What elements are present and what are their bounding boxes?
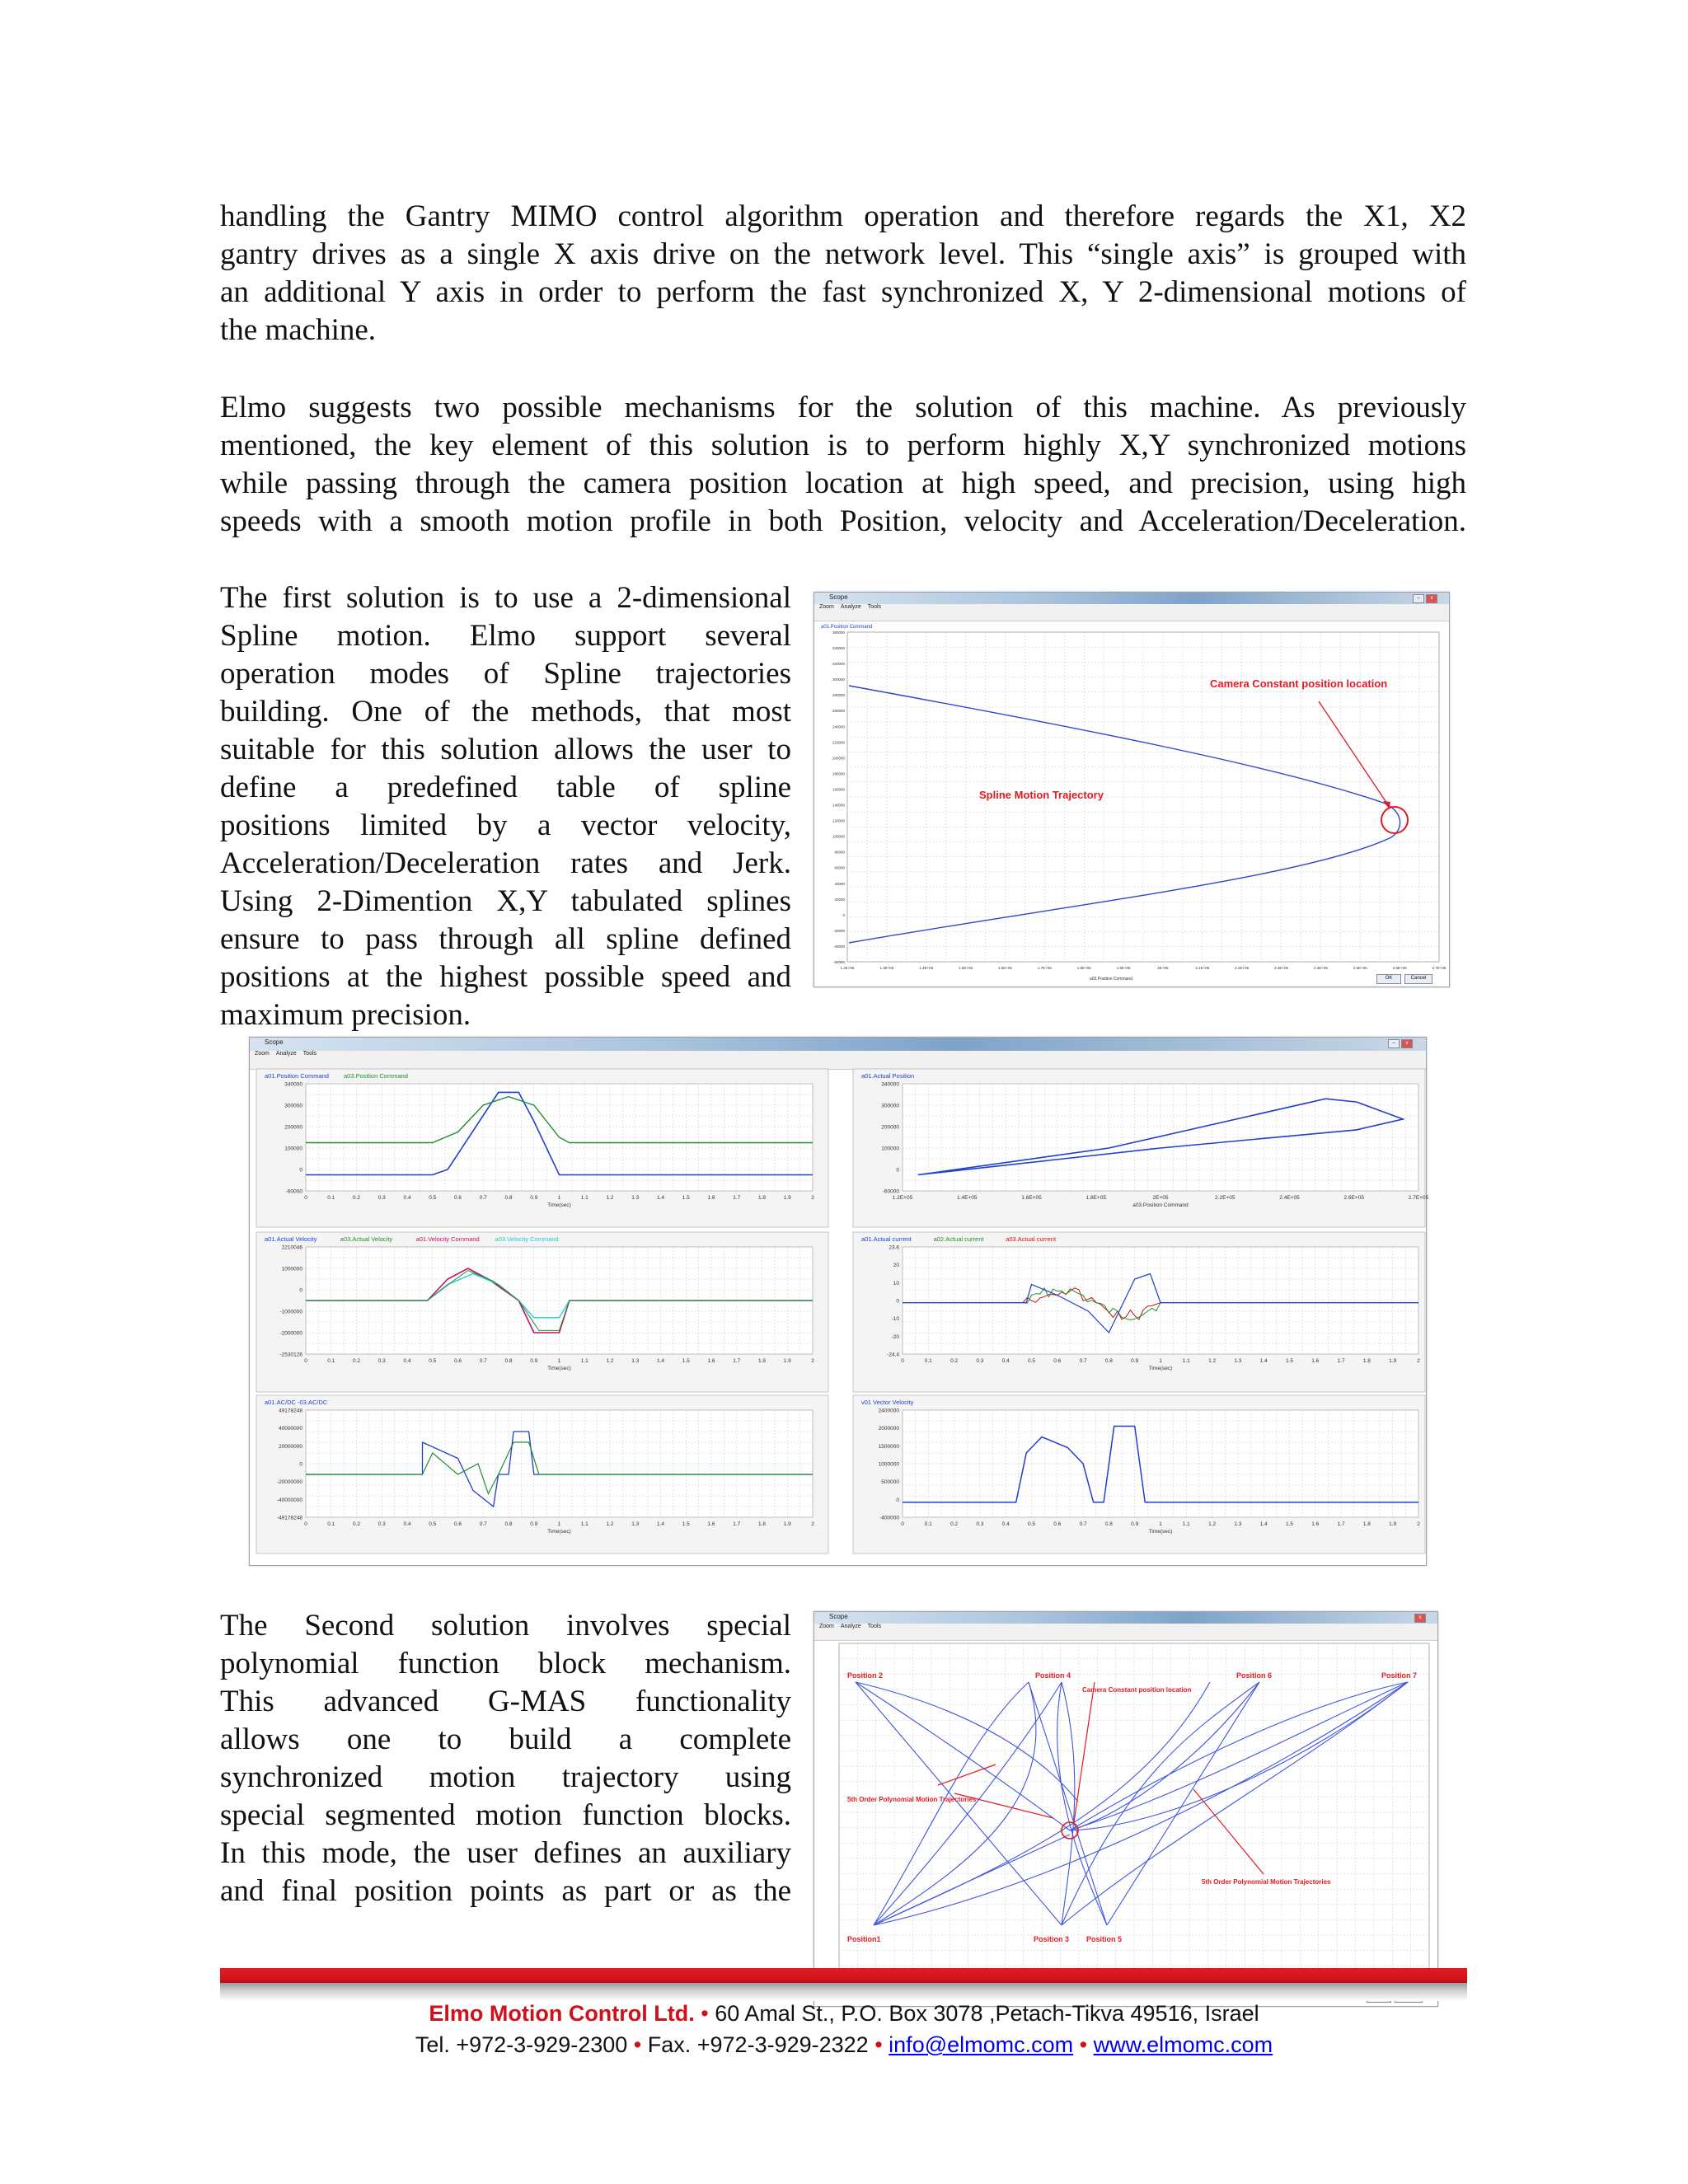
x-tick-label: 1.3 <box>631 1521 640 1527</box>
x-tick-label: 1.4 <box>1259 1521 1268 1527</box>
x-tick-label: 1.5 <box>682 1195 690 1201</box>
panel-legend: a01.Actual current <box>861 1235 912 1243</box>
x-tick-label: 1.4E+05 <box>957 1195 978 1201</box>
label-poly-right: 5th Order Polynomial Motion Trajectories <box>1202 1878 1331 1886</box>
text-line: The first solution is to use a 2-dimensional <box>220 581 791 615</box>
y-tick-label: 200000 <box>881 1124 899 1131</box>
polynomial-plot <box>814 1612 1437 2006</box>
x-tick-label: 1.2 <box>606 1195 614 1201</box>
x-tick-label: 1.6E+05 <box>1021 1195 1042 1201</box>
x-tick-label: 0.6 <box>453 1358 462 1364</box>
footer-red-bar <box>220 1968 1467 1983</box>
label-camera-location: Camera Constant position location <box>1082 1686 1192 1694</box>
text-line: building. One of the methods, that most <box>220 695 791 729</box>
company-name: Elmo Motion Control Ltd. <box>429 2001 695 2026</box>
x-tick-label: 0.2 <box>950 1521 959 1527</box>
x-tick-label: 0.6 <box>1053 1358 1062 1364</box>
x-tick-label: 2 <box>1417 1521 1420 1527</box>
y-tick-label: -400000 <box>879 1515 899 1521</box>
x-tick-label: 0.6 <box>453 1521 462 1527</box>
x-tick-label: 0.4 <box>1001 1358 1010 1364</box>
window-title: Scope <box>265 1038 284 1046</box>
y-tick-label: 100000 <box>284 1146 302 1152</box>
x-axis-label: Time(sec) <box>547 1202 571 1208</box>
y-tick-label: 100000 <box>881 1146 899 1152</box>
x-tick-label: 1.3E+05 <box>879 966 894 970</box>
x-tick-label: 0.1 <box>924 1521 932 1527</box>
minimize-button[interactable]: – <box>1413 594 1424 603</box>
x-tick-label: 0.9 <box>530 1195 538 1201</box>
y-tick-label: -2000000 <box>279 1330 302 1337</box>
x-tick-label: 1.2 <box>1208 1358 1217 1364</box>
text-line: while passing through the camera position location at high speed, and precision, using high <box>220 466 1466 500</box>
y-tick-label: 140000 <box>832 803 845 808</box>
y-tick-label: 200000 <box>284 1124 302 1131</box>
y-tick-label: 40000 <box>834 881 845 886</box>
y-tick-label: 2210046 <box>281 1244 302 1251</box>
menu-tools[interactable]: Tools <box>302 1051 317 1057</box>
y-tick-label: 500000 <box>881 1479 899 1486</box>
x-tick-label: 0.2 <box>352 1521 361 1527</box>
x-tick-label: 1.9 <box>783 1195 791 1201</box>
x-tick-label: 1.8 <box>757 1521 767 1527</box>
y-tick-label: 100000 <box>832 834 845 839</box>
x-tick-label: 1.6 <box>1311 1521 1320 1527</box>
y-tick-label: 320000 <box>832 662 845 667</box>
fax: Fax. +972-3-929-2322 <box>647 2032 869 2057</box>
text-line: an additional Y axis in order to perform the fast synchronized X, Y 2-dimensional motions of <box>220 275 1466 309</box>
x-tick-label: 0 <box>901 1358 904 1364</box>
x-tick-label: 2.2E+05 <box>1215 1195 1236 1201</box>
y-tick-label: 2000000 <box>878 1426 899 1432</box>
x-tick-label: 0.3 <box>976 1521 984 1527</box>
x-tick-label: 2 <box>811 1195 814 1201</box>
x-tick-label: 1.9 <box>1389 1358 1397 1364</box>
y-tick-label: -60000 <box>285 1188 302 1195</box>
y-tick-label: 0 <box>299 1167 302 1174</box>
y-tick-label: 300000 <box>881 1103 899 1109</box>
y-tick-label: -40000000 <box>276 1497 302 1503</box>
menu-zoom[interactable]: Zoom <box>255 1051 270 1057</box>
x-tick-label: 1.5 <box>1285 1521 1294 1527</box>
bullet-separator: • <box>633 2032 642 2057</box>
y-tick-label: 10 <box>893 1280 899 1286</box>
label-position-2: Position 2 <box>847 1671 884 1680</box>
x-tick-label: 0.3 <box>377 1195 386 1201</box>
x-tick-label: 1.7 <box>1337 1358 1345 1364</box>
y-tick-label: -2530126 <box>279 1352 302 1358</box>
y-tick-label: 20000000 <box>279 1443 302 1450</box>
close-button[interactable]: x <box>1414 1614 1426 1623</box>
x-axis-label: a03.Position Command <box>1132 1202 1189 1208</box>
menu-analyze[interactable]: Analyze <box>840 1624 861 1629</box>
y-tick-label: -49178248 <box>276 1515 302 1521</box>
window-title: Scope <box>829 1613 848 1620</box>
panel-legend: a01.Velocity Command <box>415 1235 480 1243</box>
email-link[interactable]: info@elmomc.com <box>889 2032 1074 2057</box>
text-line: suitable for this solution allows the user to <box>220 733 791 766</box>
x-tick-label: 1.1 <box>580 1195 588 1201</box>
y-tick-label: 300000 <box>832 677 845 682</box>
y-tick-label: -60000 <box>832 960 845 964</box>
x-tick-label: 0.1 <box>327 1521 335 1527</box>
y-tick-label: 180000 <box>832 771 845 776</box>
y-tick-label: 40000000 <box>279 1426 302 1432</box>
y-tick-label: 80000 <box>834 850 845 855</box>
camera-annotation: Camera Constant position location <box>1210 677 1388 690</box>
x-tick-label: 1.6 <box>707 1195 715 1201</box>
x-tick-label: 1.1 <box>1182 1358 1190 1364</box>
text-line: handling the Gantry MIMO control algorithm operation and therefore regards the X1, X2 <box>220 199 1466 233</box>
x-tick-label: 1.3 <box>631 1358 640 1364</box>
y-tick-label: 0 <box>896 1497 899 1503</box>
y-tick-label: -20000 <box>832 928 845 933</box>
y-tick-label: 1000000 <box>878 1461 899 1468</box>
y-tick-label: 2400000 <box>878 1408 899 1414</box>
x-tick-label: 2.7E+05 <box>1408 1195 1429 1201</box>
x-tick-label: 2 <box>811 1358 814 1364</box>
text-line: special segmented motion function blocks. <box>220 1798 791 1832</box>
x-tick-label: 0 <box>304 1521 307 1527</box>
close-button[interactable]: x <box>1426 594 1437 603</box>
x-tick-label: 1.2 <box>606 1521 614 1527</box>
x-tick-label: 2.6E+05 <box>1392 966 1407 970</box>
bullet-separator: • <box>1079 2032 1088 2057</box>
x-tick-label: 0.3 <box>976 1358 984 1364</box>
x-tick-label: 1.1 <box>1182 1521 1190 1527</box>
x-tick-label: 0.3 <box>377 1358 386 1364</box>
x-tick-label: 0.8 <box>504 1521 513 1527</box>
x-tick-label: 0.8 <box>1104 1521 1113 1527</box>
x-tick-label: 1.3 <box>1234 1521 1242 1527</box>
x-tick-label: 0.2 <box>352 1358 361 1364</box>
x-tick-label: 0.6 <box>453 1195 462 1201</box>
company-address: 60 Amal St., P.O. Box 3078 ,Petach-Tikva 49516, Israel <box>715 2001 1259 2026</box>
window-title: Scope <box>829 593 848 601</box>
y-tick-label: 260000 <box>832 709 845 714</box>
y-tick-label: 0 <box>842 912 845 917</box>
y-tick-label: 0 <box>896 1167 899 1174</box>
panel-legend: v01 Vector Velocity <box>861 1399 914 1406</box>
menu-analyze[interactable]: Analyze <box>275 1051 297 1057</box>
spline-annotation: Spline Motion Trajectory <box>979 789 1104 801</box>
y-tick-label: 20000 <box>834 897 845 902</box>
x-tick-label: 0.4 <box>403 1358 411 1364</box>
panel-legend: a01.Position Command <box>265 1072 329 1080</box>
x-tick-label: 2.1E+05 <box>1195 966 1210 970</box>
y-tick-label: 49178248 <box>279 1408 302 1414</box>
y-tick-label: -1000000 <box>279 1309 302 1315</box>
x-tick-label: 0.5 <box>429 1521 437 1527</box>
y-tick-label: 300000 <box>284 1103 302 1109</box>
x-tick-label: 1.5 <box>682 1521 690 1527</box>
x-tick-label: 1.5E+05 <box>959 966 973 970</box>
y-tick-label: 1500000 <box>878 1443 899 1450</box>
cancel-button[interactable]: Cancel <box>1404 974 1432 984</box>
x-tick-label: 1.7 <box>733 1358 741 1364</box>
x-tick-label: 1.6E+05 <box>998 966 1012 970</box>
panel-legend: a03.Actual current <box>1006 1235 1057 1243</box>
panel-legend: a01.Actual Position <box>861 1072 915 1080</box>
x-tick-label: 0.2 <box>352 1195 361 1201</box>
x-tick-label: 1.7 <box>1337 1521 1345 1527</box>
x-tick-label: 1.3 <box>1234 1358 1242 1364</box>
website-link[interactable]: www.elmomc.com <box>1093 2032 1273 2057</box>
x-axis-label: Time(sec) <box>1148 1529 1173 1535</box>
x-tick-label: 0.5 <box>1027 1521 1036 1527</box>
spline-plot <box>814 593 1449 987</box>
x-tick-label: 1.4 <box>656 1358 665 1364</box>
footer-bar-shadow <box>220 1983 1467 2001</box>
x-tick-label: 0.3 <box>377 1521 386 1527</box>
text-line: Using 2-Dimention X,Y tabulated splines <box>220 884 791 918</box>
x-tick-label: 0.5 <box>429 1358 437 1364</box>
x-tick-label: 0.9 <box>530 1521 538 1527</box>
x-tick-label: 0 <box>901 1521 904 1527</box>
y-tick-label: -20000000 <box>276 1479 302 1486</box>
y-tick-label: -10 <box>891 1316 899 1323</box>
text-line: synchronized motion trajectory using <box>220 1760 791 1794</box>
y-tick-label: 160000 <box>832 787 845 792</box>
x-tick-label: 1.9 <box>783 1358 791 1364</box>
x-axis-label: Time(sec) <box>547 1529 571 1535</box>
x-tick-label: 1.7 <box>733 1195 741 1201</box>
x-tick-label: 0.6 <box>1053 1521 1062 1527</box>
text-line: positions limited by a vector velocity, <box>220 808 791 842</box>
text-line: speeds with a smooth motion profile in both Position, velocity and Acceleration/Deceleration. <box>220 504 1466 538</box>
label-position-4: Position 4 <box>1035 1671 1071 1680</box>
text-line: and final position points as part or as the <box>220 1874 791 1908</box>
y-tick-label: 340000 <box>284 1081 302 1088</box>
x-tick-label: 2.3E+05 <box>1274 966 1288 970</box>
x-tick-label: 0.7 <box>479 1521 487 1527</box>
y-tick-label: -60000 <box>882 1188 899 1195</box>
x-tick-label: 0.7 <box>1079 1358 1087 1364</box>
x-tick-label: 1.1 <box>580 1358 588 1364</box>
text-line: positions at the highest possible speed and <box>220 960 791 994</box>
x-tick-label: 0.5 <box>1027 1358 1036 1364</box>
x-tick-label: 2.6E+05 <box>1343 1195 1364 1201</box>
x-ticks <box>841 966 1447 970</box>
x-tick-label: 2E+05 <box>1152 1195 1169 1201</box>
bullet-separator: • <box>701 2001 709 2026</box>
text-line: the machine. <box>220 313 377 347</box>
paragraph-mechanisms <box>220 389 1466 541</box>
x-tick-label: 1.9 <box>1389 1521 1397 1527</box>
menu-tools[interactable]: Tools <box>867 604 882 610</box>
multipanel-plots <box>250 1038 1429 1565</box>
x-tick-label: 0.1 <box>327 1195 335 1201</box>
x-tick-label: 1.4 <box>1259 1358 1268 1364</box>
y-tick-label: 1000000 <box>281 1266 302 1272</box>
x-tick-label: 0.2 <box>950 1358 959 1364</box>
x-tick-label: 0.4 <box>1001 1521 1010 1527</box>
text-line: maximum precision. <box>220 998 471 1032</box>
x-tick-label: 1.4 <box>656 1521 665 1527</box>
y-tick-label: 340000 <box>881 1081 899 1088</box>
x-tick-label: 1.8 <box>757 1358 767 1364</box>
scope-window-spline <box>814 592 1450 987</box>
x-tick-label: 1.9E+05 <box>1116 966 1131 970</box>
x-tick-label: 1.8 <box>1362 1521 1371 1527</box>
x-tick-label: 1 <box>557 1521 561 1527</box>
menu-zoom[interactable]: Zoom <box>819 604 834 610</box>
x-tick-label: 0.5 <box>429 1195 437 1201</box>
x-tick-label: 1.5 <box>682 1358 690 1364</box>
y-tick-label: -20 <box>891 1333 899 1340</box>
label-position-7: Position 7 <box>1381 1671 1418 1680</box>
text-line: allows one to build a complete <box>220 1722 791 1756</box>
x-tick-label: 0 <box>304 1358 307 1364</box>
x-tick-label: 1.8 <box>757 1195 767 1201</box>
text-line: The Second solution involves special <box>220 1609 791 1643</box>
y-tick-label: 220000 <box>832 740 845 745</box>
text-line: This advanced G-MAS functionality <box>220 1685 791 1718</box>
x-tick-label: 1.2 <box>606 1358 614 1364</box>
x-tick-label: 2.7E+05 <box>1432 966 1447 970</box>
panel-legend: a02.Actual current <box>933 1235 984 1243</box>
y-tick-label: 120000 <box>832 818 845 823</box>
x-tick-label: 1 <box>1159 1358 1162 1364</box>
x-axis-label: Time(sec) <box>547 1366 571 1371</box>
menu-tools[interactable]: Tools <box>867 1624 882 1629</box>
y-ticks <box>832 630 846 964</box>
minimize-button[interactable]: – <box>1388 1039 1400 1048</box>
x-tick-label: 2E+05 <box>1157 966 1169 970</box>
x-tick-label: 0.7 <box>479 1195 487 1201</box>
y-tick-label: 60000 <box>834 865 845 870</box>
x-tick-label: 0.4 <box>403 1195 411 1201</box>
x-tick-label: 1.9 <box>783 1521 791 1527</box>
close-button[interactable]: x <box>1401 1039 1413 1048</box>
x-tick-label: 1.8E+05 <box>1085 1195 1106 1201</box>
label-position-1: Position1 <box>847 1935 881 1943</box>
panel-legend: a01.AC/DC -03.AC/DC <box>265 1399 328 1406</box>
x-tick-label: 2.4E+05 <box>1313 966 1328 970</box>
text-line: operation modes of Spline trajectories <box>220 657 791 691</box>
telephone: Tel. +972-3-929-2300 <box>415 2032 628 2057</box>
x-tick-label: 0.7 <box>479 1358 487 1364</box>
text-line: Elmo suggests two possible mechanisms for the solution of this machine. As previously <box>220 391 1466 424</box>
x-tick-label: 1.7E+05 <box>1037 966 1052 970</box>
x-tick-label: 1.6 <box>707 1358 715 1364</box>
label-position-6: Position 6 <box>1236 1671 1273 1680</box>
label-poly-left: 5th Order Polynomial Motion Trajectories <box>847 1796 977 1803</box>
panel-legend: a03.Position Command <box>344 1072 408 1080</box>
plot-legend: a01.Position Command <box>821 625 873 630</box>
x-axis-label: a03.Position Command <box>1090 977 1132 982</box>
text-line: In this mode, the user defines an auxiliary <box>220 1836 791 1870</box>
x-tick-label: 1.3 <box>631 1195 640 1201</box>
x-tick-label: 1.2E+05 <box>892 1195 913 1201</box>
footer-line-contact <box>0 2032 1688 2058</box>
y-tick-label: 0 <box>896 1298 899 1305</box>
y-tick-label: 0 <box>299 1287 302 1294</box>
scope-window-multipanel <box>249 1037 1427 1566</box>
menu-analyze[interactable]: Analyze <box>840 604 861 610</box>
y-tick-label: 240000 <box>832 724 845 729</box>
y-tick-label: 0 <box>299 1461 302 1468</box>
x-tick-label: 0.7 <box>1079 1521 1087 1527</box>
paragraph-second-solution <box>220 1607 791 1910</box>
text-line: mentioned, the key element of this solution is to perform highly X,Y synchronized motions <box>220 429 1466 462</box>
x-tick-label: 0.4 <box>403 1521 411 1527</box>
y-tick-label: 20 <box>893 1263 899 1269</box>
x-tick-label: 1.2 <box>1208 1521 1217 1527</box>
label-position-3: Position 3 <box>1034 1935 1070 1943</box>
y-tick-label: -40000 <box>832 944 845 949</box>
x-tick-label: 1 <box>557 1358 561 1364</box>
ok-button[interactable]: OK <box>1376 974 1401 984</box>
x-tick-label: 1.7 <box>733 1521 741 1527</box>
panel-legend: a03.Actual Velocity <box>340 1235 393 1243</box>
y-tick-label: 280000 <box>832 693 845 698</box>
panel-legend: a03.Velocity Command <box>495 1235 559 1243</box>
text-line: Acceleration/Deceleration rates and Jerk. <box>220 846 791 880</box>
bullet-separator: • <box>874 2032 883 2057</box>
x-tick-label: 0.8 <box>1104 1358 1113 1364</box>
x-tick-label: 0.1 <box>327 1358 335 1364</box>
x-tick-label: 1.8E+05 <box>1076 966 1091 970</box>
x-tick-label: 1.1 <box>580 1521 588 1527</box>
y-tick-label: 23.6 <box>889 1244 899 1251</box>
y-tick-label: 200000 <box>832 756 845 761</box>
scope-window-polynomial <box>814 1611 1438 2007</box>
y-tick-label: 360000 <box>832 630 845 635</box>
x-tick-label: 1.4E+05 <box>919 966 934 970</box>
x-tick-label: 1.8 <box>1362 1358 1371 1364</box>
x-tick-label: 2 <box>811 1521 814 1527</box>
x-tick-label: 1.2E+05 <box>840 966 855 970</box>
x-tick-label: 1 <box>557 1195 561 1201</box>
x-tick-label: 1.4 <box>656 1195 665 1201</box>
x-axis-label: Time(sec) <box>1148 1366 1173 1371</box>
x-tick-label: 1.5 <box>1285 1358 1294 1364</box>
text-line: gantry drives as a single X axis drive on the network level. This “single axis” is grouped with <box>220 237 1466 271</box>
x-tick-label: 2.5E+05 <box>1353 966 1367 970</box>
x-tick-label: 1.6 <box>707 1521 715 1527</box>
y-tick-label: 340000 <box>832 646 845 651</box>
menu-zoom[interactable]: Zoom <box>819 1624 834 1629</box>
x-tick-label: 0.9 <box>530 1358 538 1364</box>
x-tick-label: 0.8 <box>504 1358 513 1364</box>
x-tick-label: 1 <box>1159 1521 1162 1527</box>
paragraph-first-solution <box>220 579 791 1034</box>
x-tick-label: 0.1 <box>924 1358 932 1364</box>
x-tick-label: 0 <box>304 1195 307 1201</box>
x-tick-label: 0.9 <box>1131 1521 1139 1527</box>
text-line: ensure to pass through all spline defined <box>220 922 791 956</box>
x-tick-label: 1.6 <box>1311 1358 1320 1364</box>
text-line: define a predefined table of spline <box>220 771 791 804</box>
label-position-5: Position 5 <box>1086 1935 1123 1943</box>
x-tick-label: 2 <box>1417 1358 1420 1364</box>
x-tick-label: 0.9 <box>1131 1358 1139 1364</box>
x-tick-label: 2.2E+05 <box>1235 966 1250 970</box>
text-line: polynomial function block mechanism. <box>220 1647 791 1680</box>
x-tick-label: 2.4E+05 <box>1279 1195 1300 1201</box>
panel-legend: a01.Actual Velocity <box>265 1235 317 1243</box>
text-line: Spline motion. Elmo support several <box>220 619 791 653</box>
footer-line-address <box>0 2001 1688 2027</box>
x-tick-label: 0.8 <box>504 1195 513 1201</box>
paragraph-gantry-intro <box>220 198 1466 349</box>
y-tick-label: -24.4 <box>887 1352 899 1358</box>
